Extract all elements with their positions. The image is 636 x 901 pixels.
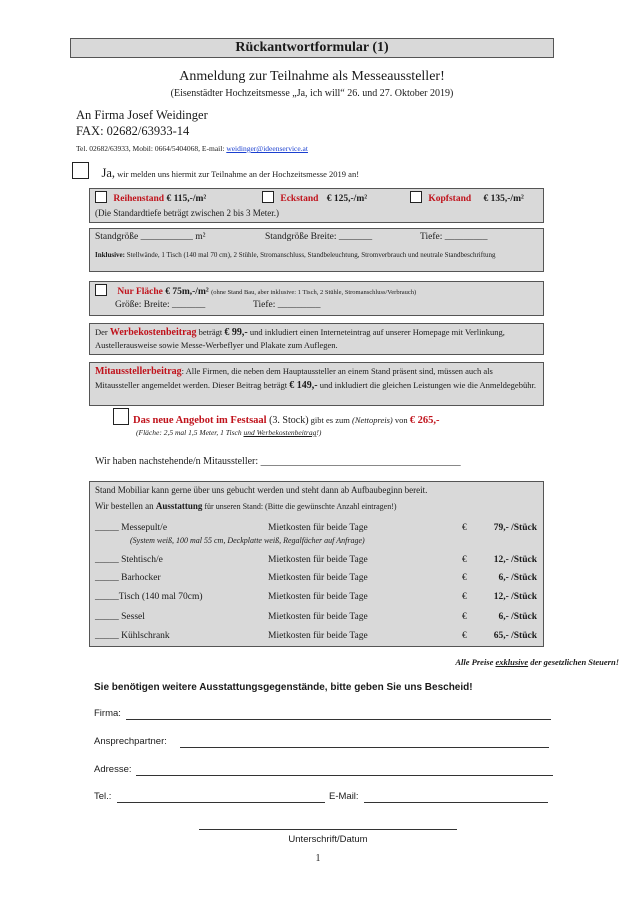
werbe-price: € 99,-: [224, 327, 248, 338]
area-only-label: Nur Fläche: [117, 287, 163, 297]
signature-label: Unterschrift/Datum: [288, 834, 368, 845]
order-bold: Ausstattung: [155, 501, 203, 511]
furniture-item-desc: Mietkosten für beide Tage: [268, 612, 368, 622]
confirm-text: wir melden uns hiermit zur Teilnahme an der Hochzeitsmesse 2019 an!: [115, 169, 360, 179]
contact-line: [76, 144, 308, 153]
furniture-item-currency: €: [462, 573, 467, 583]
confirm-row: [72, 162, 359, 182]
area-only-note: (ohne Stand Bau, aber inklusive: 1 Tisch, 2 Stühle, Stromanschluss/Verbrauch): [211, 289, 417, 296]
ansprechpartner-input[interactable]: [180, 738, 549, 748]
furniture-item-price: 6,- /Stück: [498, 612, 537, 622]
festsaal-netto: (Nettopreis): [352, 415, 393, 425]
order-suffix: für unseren Stand: (Bitte die gewünschte Anzahl eintragen!): [202, 502, 397, 511]
furniture-item-sub: (System weiß, 100 mal 55 cm, Deckplatte weiß, Regalfächer auf Anfrage): [130, 536, 365, 545]
werbe-label: Werbekostenbeitrag: [109, 327, 197, 338]
furniture-row-stehtisch: [90, 555, 543, 569]
furniture-item-name[interactable]: _____ Barhocker: [95, 573, 161, 583]
furniture-item-currency: €: [462, 612, 467, 622]
furniture-item-price: 79,- /Stück: [493, 523, 537, 533]
furniture-item-currency: €: [462, 592, 467, 602]
signature-line[interactable]: [199, 820, 457, 830]
festsaal-gibt: gibt es zum: [308, 415, 352, 425]
furniture-item-currency: €: [462, 631, 467, 641]
stand-depth-note: (Die Standardtiefe beträgt zwischen 2 bis 3 Meter.): [95, 208, 279, 218]
eckstand-label: Eckstand: [280, 194, 319, 204]
advertising-fee-box: [89, 323, 544, 355]
contact-text: Tel. 02682/63933, Mobil: 0664/5404068, E-mail:: [76, 144, 225, 153]
festsaal-von: von: [392, 415, 410, 425]
festsaal-offer: [113, 408, 440, 428]
furniture-item-desc: Mietkosten für beide Tage: [268, 592, 368, 602]
area-depth-field[interactable]: Tiefe: _________: [253, 300, 321, 310]
furniture-item-desc: Mietkosten für beide Tage: [268, 523, 368, 533]
email-link[interactable]: weidinger@ideenservice.at: [226, 144, 308, 153]
area-width-field[interactable]: Größe: Breite: _______: [115, 300, 206, 310]
furniture-item-name[interactable]: _____Tisch (140 mal 70cm): [95, 592, 203, 602]
tel-label: Tel.:: [94, 791, 112, 802]
furniture-item-price: 12,- /Stück: [493, 555, 537, 565]
festsaal-checkbox[interactable]: [113, 408, 129, 425]
kopfstand-price: € 135,-/m²: [483, 194, 524, 204]
area-only-box: [89, 281, 544, 316]
eckstand-price: € 125,-/m²: [326, 194, 368, 204]
furniture-item-desc: Mietkosten für beide Tage: [268, 631, 368, 641]
company-name: An Firma Josef Weidinger: [76, 108, 208, 122]
adresse-input[interactable]: [136, 766, 553, 776]
stand-width-field[interactable]: Standgröße Breite: _______: [265, 232, 373, 242]
furniture-row-tisch: [90, 592, 543, 606]
furniture-item-currency: €: [462, 523, 467, 533]
co-exhibitor-fee-box: [89, 362, 544, 406]
area-only-checkbox[interactable]: [95, 284, 107, 296]
werbe-text: und inkludiert einen Interneteintrag auf unserer Homepage mit Verlinkung, Austellerausweise sowie Messe-Werbeflyer und Plakate zum Auflegen.: [95, 327, 505, 350]
furniture-item-price: 65,- /Stück: [493, 631, 537, 641]
festsaal-label: Das neue Angebot im Festsaal: [133, 415, 267, 426]
request-text: Sie benötigen weitere Ausstattungsgegenstände, bitte geben Sie uns Bescheid!: [94, 682, 473, 693]
form-title-bar: [70, 38, 554, 58]
email-label: E-Mail:: [329, 791, 359, 802]
confirm-checkbox[interactable]: [72, 162, 89, 179]
inklusive-label: Inklusive:: [95, 251, 125, 259]
tax-underline: exklusive: [495, 657, 529, 667]
tax-note: [455, 657, 619, 667]
form-title: Rückantwortformular (1): [235, 40, 389, 55]
furniture-item-name[interactable]: _____ Stehtisch/e: [95, 555, 163, 565]
adresse-label: Adresse:: [94, 764, 132, 775]
furniture-row-barhocker: [90, 573, 543, 587]
festsaal-note-prefix: (Fläche: 2,5 mal 1,5 Meter, 1 Tisch: [136, 428, 244, 437]
confirm-ja: Ja,: [101, 166, 115, 180]
tax-prefix: Alle Preise: [455, 657, 496, 667]
firma-input[interactable]: [126, 710, 551, 720]
festsaal-price: € 265,-: [409, 415, 440, 426]
area-only-price: € 75m,-/m²: [165, 287, 209, 297]
furniture-item-price: 12,- /Stück: [493, 592, 537, 602]
ansprechpartner-label: Ansprechpartner:: [94, 736, 167, 747]
furniture-item-currency: €: [462, 555, 467, 565]
inklusive-text: [95, 250, 538, 260]
mitaussteller-price: € 149,-: [289, 379, 318, 391]
furniture-row-messepult: [90, 523, 543, 547]
furniture-item-desc: Mietkosten für beide Tage: [268, 573, 368, 583]
kopfstand-label: Kopfstand: [428, 194, 472, 204]
furniture-order-line: [95, 501, 397, 511]
festsaal-note-link: und Werbekostenbeitrag: [243, 428, 317, 437]
furniture-item-name[interactable]: _____ Sessel: [95, 612, 145, 622]
furniture-row-kuehlschrank: [90, 631, 543, 645]
furniture-item-name[interactable]: _____ Messepult/e: [95, 523, 168, 533]
festsaal-note-suffix: !): [316, 428, 322, 437]
tel-input[interactable]: [117, 793, 325, 803]
firma-label: Firma:: [94, 708, 121, 719]
stand-size-field[interactable]: Standgröße ___________ m²: [95, 232, 206, 242]
furniture-intro: Stand Mobiliar kann gerne über uns gebucht werden und steht dann ab Aufbaubeginn bereit.: [95, 485, 428, 495]
page-number: 1: [315, 853, 321, 864]
fax-number: FAX: 02682/63933-14: [76, 124, 190, 138]
event-line: (Eisenstädter Hochzeitsmesse „Ja, ich will“ 26. und 27. Oktober 2019): [170, 88, 454, 99]
subtitle: Anmeldung zur Teilnahme als Messeaussteller!: [179, 69, 445, 84]
furniture-item-desc: Mietkosten für beide Tage: [268, 555, 368, 565]
mitaussteller-label: Mitausstellerbeitrag: [95, 366, 182, 377]
inklusive-details: Stellwände, 1 Tisch (140 mal 70 cm), 2 Stühle, Stromanschluss, Standbeleuchtung, Stromverbrauch und neutrale Standbeschriftung: [124, 251, 496, 259]
reihenstand-checkbox[interactable]: [95, 191, 107, 203]
furniture-box: [89, 481, 544, 647]
kopfstand-checkbox[interactable]: [410, 191, 422, 203]
furniture-row-sessel: [90, 612, 543, 626]
co-exhibitor-field[interactable]: Wir haben nachstehende/n Mitaussteller: ________________________________________: [95, 456, 461, 467]
furniture-item-name[interactable]: _____ Kühlschrank: [95, 631, 170, 641]
reihenstand-label: Reihenstand: [113, 194, 165, 204]
mitaussteller-text2: und inkludiert die gleichen Leistungen wie die Anmeldegebühr.: [317, 379, 536, 390]
email-input[interactable]: [364, 793, 548, 803]
festsaal-note: [136, 428, 321, 437]
order-prefix: Wir bestellen an: [95, 501, 156, 511]
werbe-prefix: Der: [95, 327, 110, 337]
mitaussteller-text1: : Alle Firmen, die neben dem Hauptaussteller an einem Stand präsent sind, müssen auch als Mitaussteller angemeldet werden. Dieser Beitrag beträgt: [95, 366, 493, 390]
festsaal-floor: (3. Stock): [266, 415, 309, 426]
eckstand-checkbox[interactable]: [262, 191, 274, 203]
stand-size-box: [89, 228, 544, 272]
stand-types-box: [89, 188, 544, 223]
werbe-mid: beträgt: [196, 327, 225, 337]
furniture-item-price: 6,- /Stück: [498, 573, 537, 583]
reihenstand-price: € 115,-/m²: [166, 194, 207, 204]
stand-depth-field[interactable]: Tiefe: _________: [420, 232, 488, 242]
tax-suffix: der gesetzlichen Steuern!: [528, 657, 619, 667]
